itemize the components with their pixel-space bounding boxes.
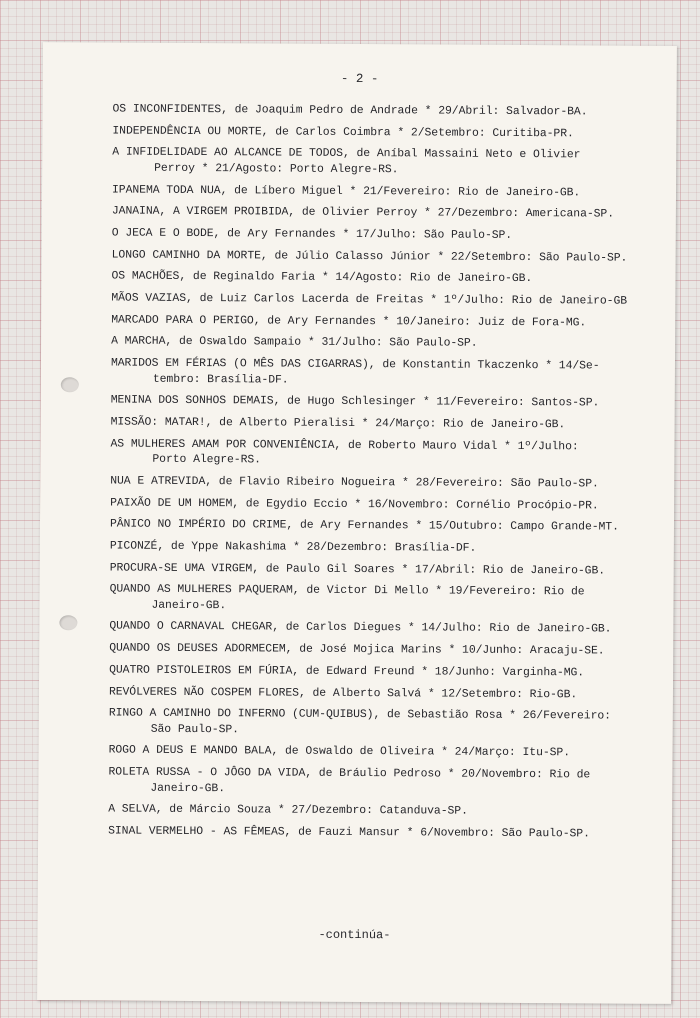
- film-entry-continuation: São Paulo-SP.: [150, 723, 239, 736]
- film-entry-text: ROLETA RUSSA - O JÔGO DA VIDA, de Bráulio Pedroso * 20/Novembro: Rio de: [108, 766, 591, 782]
- film-entry-text: A SELVA, de Márcio Souza * 27/Dezembro: Catanduva-SP.: [108, 803, 468, 818]
- film-entry-continuation: Janeiro-GB.: [150, 782, 226, 795]
- film-list: [108, 102, 677, 849]
- film-entry-continuation: Perroy * 21/Agosto: Porto Alegre-RS.: [154, 162, 399, 177]
- film-entry-text: O JECA E O BODE, de Ary Fernandes * 17/Julho: São Paulo-SP.: [111, 227, 513, 242]
- punch-hole: [59, 615, 77, 630]
- film-entry-text: A INFIDELIDADE AO ALCANCE DE TODOS, de Aníbal Massaini Neto e Olivier: [112, 146, 581, 162]
- film-entry-text: RINGO A CAMINHO DO INFERNO (CUM-QUIBUS), de Sebastião Rosa * 26/Fevereiro:: [108, 707, 611, 723]
- document-page: [37, 42, 677, 1004]
- film-entry: [112, 248, 676, 267]
- film-entry: [112, 146, 676, 180]
- film-entry-text: NUA E ATREVIDA, de Flavio Ribeiro Nogueira * 28/Fevereiro: São Paulo-SP.: [110, 475, 599, 491]
- film-entry-continuation: tembro: Brasília-DF.: [152, 373, 289, 387]
- film-entry: [108, 766, 672, 800]
- film-entry: [111, 313, 675, 332]
- film-entry-text: OS INCONFIDENTES, de Joaquim Pedro de Andrade * 29/Abril: Salvador-BA.: [112, 103, 588, 119]
- film-entry: [112, 183, 676, 202]
- film-entry: [111, 270, 675, 289]
- film-entry: [109, 685, 673, 704]
- film-entry: [111, 415, 675, 434]
- film-entry-text: ROGO A DEUS E MANDO BALA, de Oswaldo de Oliveira * 24/Março: Itu-SP.: [108, 744, 571, 760]
- film-entry: [112, 205, 676, 224]
- film-entry: [111, 291, 675, 310]
- film-entry-text: MISSÃO: MATAR!, de Alberto Pieralisi * 24/Março: Rio de Janeiro-GB.: [110, 416, 566, 432]
- film-entry: [108, 824, 672, 843]
- film-entry-text: JANAINA, A VIRGEM PROIBIDA, de Olivier Perroy * 27/Dezembro: Americana-SP.: [111, 205, 615, 221]
- film-entry-text: QUANDO O CARNAVAL CHEGAR, de Carlos Diegues * 14/Julho: Rio de Janeiro-GB.: [109, 620, 612, 636]
- film-entry: [110, 539, 674, 558]
- film-entry-continuation: Porto Alegre-RS.: [152, 453, 261, 467]
- film-entry: [109, 583, 673, 617]
- film-entry: [108, 803, 672, 822]
- film-entry-text: MARCADO PARA O PERIGO, de Ary Fernandes * 10/Janeiro: Juiz de Fora-MG.: [111, 314, 587, 330]
- film-entry-text: SINAL VERMELHO - AS FÊMEAS, de Fauzi Mansur * 6/Novembro: São Paulo-SP.: [108, 825, 590, 841]
- film-entry-text: QUATRO PISTOLEIROS EM FÚRIA, de Edward Freund * 18/Junho: Varginha-MG.: [109, 664, 585, 680]
- punch-hole: [61, 377, 79, 392]
- continuation-note: -continúa-: [318, 927, 391, 943]
- film-entry-text: MENINA DOS SONHOS DEMAIS, de Hugo Schlesinger * 11/Fevereiro: Santos-SP.: [110, 394, 600, 410]
- film-entry-text: PÂNICO NO IMPÉRIO DO CRIME, de Ary Fernandes * 15/Outubro: Campo Grande-MT.: [109, 518, 619, 534]
- film-entry: [110, 561, 674, 580]
- film-entry-continuation: Janeiro-GB.: [151, 599, 227, 612]
- film-entry-text: INDEPENDÊNCIA OU MORTE, de Carlos Coimbra * 2/Setembro: Curitiba-PR.: [112, 125, 574, 141]
- film-entry: [112, 124, 676, 143]
- film-entry: [109, 642, 673, 661]
- film-entry: [109, 707, 673, 741]
- film-entry-text: REVÓLVERES NÃO COSPEM FLORES, de Alberto Salvá * 12/Setembro: Rio-GB.: [108, 685, 578, 701]
- film-entry-text: AS MULHERES AMAM POR CONVENIÊNCIA, de Roberto Mauro Vidal * 1º/Julho:: [110, 438, 579, 453]
- film-entry-text: PROCURA-SE UMA VIRGEM, de Paulo Gil Soares * 17/Abril: Rio de Janeiro-GB.: [109, 562, 606, 578]
- film-entry-text: A MARCHA, de Oswaldo Sampaio * 31/Julho: São Paulo-SP.: [111, 335, 478, 351]
- film-entry: [110, 518, 674, 537]
- film-entry: [110, 474, 674, 493]
- film-entry: [110, 496, 674, 515]
- film-entry: [112, 102, 676, 121]
- film-entry: [110, 437, 674, 471]
- film-entry: [111, 394, 675, 413]
- film-entry: [109, 663, 673, 682]
- film-entry-text: PAIXÃO DE UM HOMEM, de Egydio Eccio * 16/Novembro: Cornélio Procópio-PR.: [110, 496, 599, 512]
- film-entry-text: QUANDO OS DEUSES ADORMECEM, de José Mojica Marins * 10/Junho: Aracaju-SE.: [109, 642, 605, 658]
- film-entry: [111, 357, 675, 391]
- film-entry-text: IPANEMA TODA NUA, de Líbero Miguel * 21/Fevereiro: Rio de Janeiro-GB.: [111, 184, 581, 199]
- film-entry-text: OS MACHÕES, de Reginaldo Faria * 14/Agosto: Rio de Janeiro-GB.: [111, 270, 533, 286]
- film-entry-text: QUANDO AS MULHERES PAQUERAM, de Victor Di Mello * 19/Fevereiro: Rio de: [109, 583, 585, 599]
- film-entry: [111, 335, 675, 354]
- film-entry-text: PICONZÉ, de Yppe Nakashima * 28/Dezembro: Brasília-DF.: [109, 540, 477, 555]
- film-entry: [112, 226, 676, 245]
- film-entry: [109, 744, 673, 763]
- film-entry-text: MÃOS VAZIAS, de Luiz Carlos Lacerda de Freitas * 1º/Julho: Rio de Janeiro-GB: [111, 292, 628, 308]
- page-number: - 2 -: [340, 71, 379, 87]
- film-entry-text: MARIDOS EM FÉRIAS (O MÊS DAS CIGARRAS), de Konstantin Tkaczenko * 14/Se-: [110, 357, 600, 373]
- film-entry-text: LONGO CAMINHO DA MORTE, de Júlio Calasso Júnior * 22/Setembro: São Paulo-SP.: [111, 249, 628, 265]
- film-entry: [109, 620, 673, 639]
